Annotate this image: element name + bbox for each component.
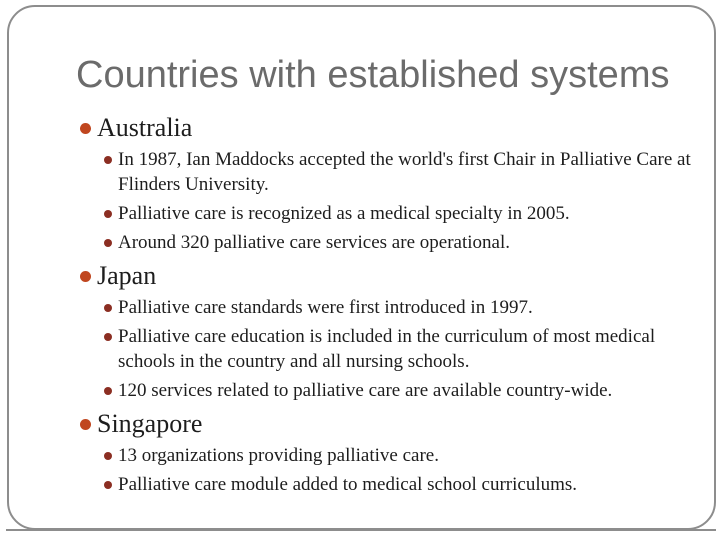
bullet-line: Flinders University. [118,174,269,195]
bullet-text [118,378,612,403]
list-item [104,230,680,255]
section-singapore [80,409,680,497]
section-japan [80,261,680,403]
bullet-dot-icon [80,123,91,134]
bullet-line: Palliative care standards were first introduced in 1997. [118,297,533,318]
section-australia [80,113,691,255]
bullet-line: Palliative care module added to medical school curriculums. [118,474,578,495]
bullet-text [118,443,439,468]
slide-bottom-edge [6,529,716,531]
list-item [104,201,680,226]
bullet-line: Palliative care is recognized as a medical specialty in 2005. [118,203,570,224]
country-heading-row [80,113,680,143]
list-item [104,295,680,320]
bullet-dot-icon [104,452,112,460]
country-heading: Singapore [97,409,203,438]
sub-bullet-list [80,295,680,403]
bullet-text [118,324,655,374]
country-heading: Australia [97,113,193,142]
bullet-line: Around 320 palliative care services are operational. [118,232,510,253]
bullet-dot-icon [80,419,91,430]
slide-body [80,113,691,497]
bullet-line: schools in the country and all nursing schools. [118,351,470,372]
list-item [104,443,680,468]
bullet-text [118,230,510,255]
list-item [104,324,680,374]
bullet-line: In 1987, Ian Maddocks accepted the world's first Chair in Palliative Care at [118,149,691,170]
country-heading: Japan [97,261,157,290]
sub-bullet-list [80,147,691,255]
bullet-dot-icon [80,271,91,282]
country-heading-row [80,409,680,439]
bullet-dot-icon [104,210,112,218]
sub-bullet-list [80,443,680,497]
list-item [104,147,691,197]
bullet-dot-icon [104,239,112,247]
bullet-text [118,295,533,320]
bullet-line: Palliative care education is included in the curriculum of most medical [118,326,656,347]
bullet-line: 13 organizations providing palliative care. [118,445,439,466]
bullet-dot-icon [104,387,112,395]
bullet-dot-icon [104,481,112,489]
list-item [104,378,680,403]
slide-title: Countries with established systems [76,54,670,96]
bullet-text [118,147,691,197]
bullet-line: 120 services related to palliative care are available country-wide. [118,380,613,401]
bullet-dot-icon [104,304,112,312]
bullet-dot-icon [104,156,112,164]
bullet-text [118,472,577,497]
country-heading-row [80,261,680,291]
list-item [104,472,680,497]
bullet-text [118,201,570,226]
bullet-dot-icon [104,333,112,341]
